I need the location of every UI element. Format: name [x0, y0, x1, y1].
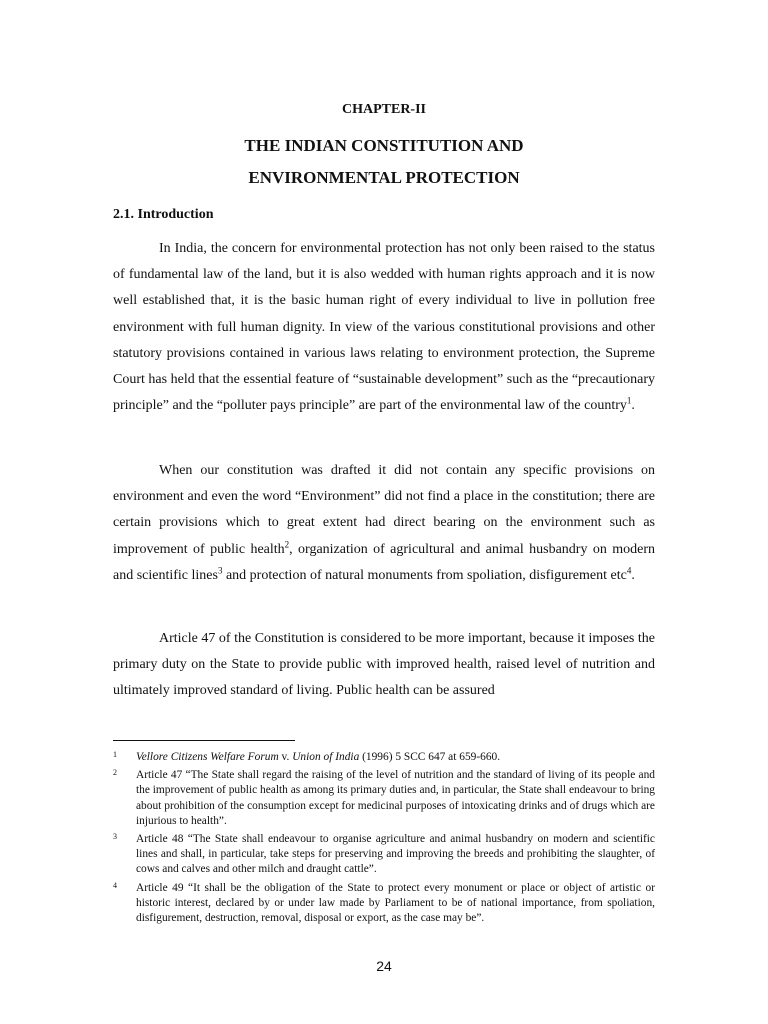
paragraph-2-text-b: , organization of agricultural and animal husbandry on modern and scientific lines: [113, 541, 655, 583]
footnote-2: [113, 768, 655, 829]
paragraph-2-text-a: When our constitution was drafted it did not contain any specific provisions on environment and even the word “Environment” did not find a place in the constitution; there are certain provisions which to great extent had direct bearing on the environment such as improvement of public health: [113, 463, 655, 557]
paragraph-1-text: In India, the concern for environmental protection has not only been raised to the status of fundamental law of the land, but it is also wedded with human rights approach and it is now well established that, it is the basic human right of every individual to live in pollution free environment with full human dignity. In view of the various constitutional provisions and other statutory provisions contained in various laws relating to environment protection, the Supreme Court has held that the essential feature of “sustainable development” such as the “precautionary principle” and the “polluter pays principle” are part of the environmental law of the country: [113, 241, 655, 414]
chapter-title-line-2: ENVIRONMENTAL PROTECTION: [248, 168, 520, 187]
paragraph-3: Article 47 of the Constitution is considered to be more important, because it imposes the primary duty on the State to provide public with improved health, raised level of nutrition and ultimately improved standard of living. Public health can be assured: [113, 631, 655, 699]
footnote-4: [113, 881, 655, 927]
footnote-3: [113, 832, 655, 878]
section-heading: 2.1. Introduction: [113, 207, 214, 222]
paragraph-1: [113, 236, 655, 419]
footnote-divider: [113, 740, 295, 741]
case-party-b: Union of India: [292, 751, 360, 763]
footnote-ref-1[interactable]: 1: [626, 395, 632, 406]
paragraph-2-text-c: and protection of natural monuments from spoliation, disfigurement etc: [222, 567, 627, 583]
footnote-ref-4[interactable]: 4: [626, 565, 632, 576]
chapter-title-line-1: THE INDIAN CONSTITUTION AND: [244, 136, 524, 155]
case-citation: (1996) 5 SCC 647 at 659-660.: [359, 751, 501, 763]
case-versus: v.: [278, 751, 293, 763]
case-party-a: Vellore Citizens Welfare Forum: [136, 751, 279, 763]
footnote-text: Article 47 “The State shall regard the raising of the level of nutrition and the standard of living of its people and the improvement of public health as among its primary duties and, in particular, the State shall endeavour to bring about prohibition of the consumption except for medicinal purposes of intoxicating drinks and of drugs which are injurious to health”.: [136, 769, 655, 827]
chapter-label: CHAPTER-II: [341, 102, 426, 117]
paragraph-1-end: .: [631, 398, 635, 414]
paragraph-2-end: .: [631, 567, 635, 583]
footnotes: [113, 750, 655, 929]
footnote-number: 4: [113, 880, 117, 890]
footnote-1: [113, 750, 655, 765]
paragraph-2: [113, 458, 655, 589]
footnote-number: 3: [113, 832, 117, 842]
footnote-text: Article 49 “It shall be the obligation of the State to protect every monument or place or object of artistic or historic interest, declared by or under law made by Parliament to be of national importance, from spoliation, disfigurement, destruction, removal, disposal or export, as the case may be”.: [136, 881, 655, 925]
footnote-ref-2[interactable]: 2: [284, 538, 290, 549]
footnote-number: 1: [113, 750, 117, 759]
footnote-number: 2: [113, 768, 117, 778]
footnote-text: Article 48 “The State shall endeavour to organise agriculture and animal husbandry on modern and scientific lines and shall, in particular, take steps for preserving and improving the breeds and prohibiting the slaughter, of cows and calves and other milch and draught cattle”.: [136, 833, 655, 876]
page-number: 24: [376, 958, 392, 974]
footnote-ref-3[interactable]: 3: [217, 565, 223, 576]
